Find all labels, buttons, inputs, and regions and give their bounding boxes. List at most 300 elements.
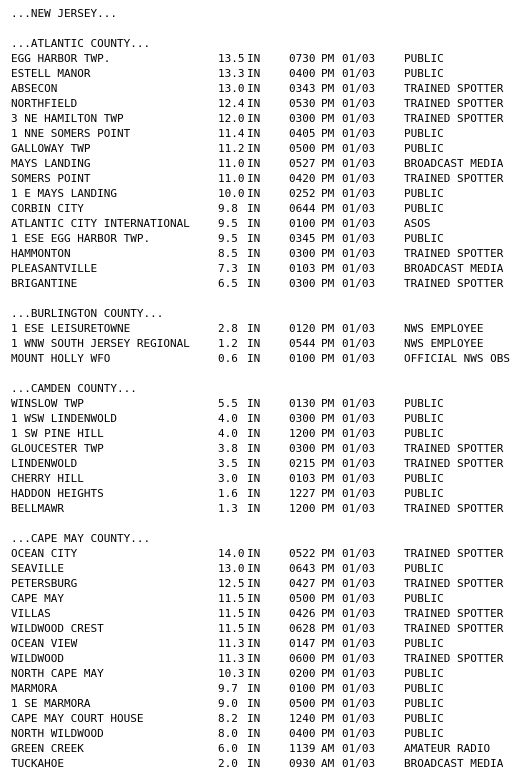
county-header: ...CAMDEN COUNTY...: [11, 382, 137, 395]
report-row: [11, 561, 529, 576]
report-time: 0215: [289, 457, 316, 470]
report-amount: 3.8: [218, 442, 238, 455]
report-ampm: PM: [321, 652, 335, 665]
report-source: PUBLIC: [404, 52, 444, 65]
report-amount: 11.0: [218, 172, 245, 185]
report-row: [11, 96, 529, 111]
report-ampm: PM: [321, 97, 335, 110]
report-row: [11, 636, 529, 651]
report-location: CAPE MAY: [11, 592, 64, 605]
report-location: SOMERS POINT: [11, 172, 91, 185]
county-list: [11, 36, 529, 771]
report-source: PUBLIC: [404, 127, 444, 140]
report-amount: 11.3: [218, 652, 245, 665]
report-ampm: PM: [321, 202, 335, 215]
report-source: PUBLIC: [404, 592, 444, 605]
report-location: NORTHFIELD: [11, 97, 78, 110]
report-source: PUBLIC: [404, 727, 444, 740]
report-row: [11, 411, 529, 426]
report-row: [11, 276, 529, 291]
report-date: 01/03: [342, 472, 376, 485]
report-location: CAPE MAY COURT HOUSE: [11, 712, 144, 725]
report-amount: 13.0: [218, 562, 245, 575]
report-unit: IN: [247, 232, 261, 245]
report-row: [11, 426, 529, 441]
report-ampm: AM: [321, 757, 335, 770]
report-source: PUBLIC: [404, 187, 444, 200]
report-time: 1240: [289, 712, 316, 725]
report-source: TRAINED SPOTTER: [404, 457, 504, 470]
report-unit: IN: [247, 412, 261, 425]
report-location: 1 NNE SOMERS POINT: [11, 127, 131, 140]
report-row: [11, 231, 529, 246]
report-amount: 9.5: [218, 232, 238, 245]
report-time: 0527: [289, 157, 316, 170]
report-unit: IN: [247, 502, 261, 515]
report-source: TRAINED SPOTTER: [404, 82, 504, 95]
report-date: 01/03: [342, 547, 376, 560]
report-time: 0500: [289, 697, 316, 710]
report-date: 01/03: [342, 427, 376, 440]
report-unit: IN: [247, 202, 261, 215]
county-section-camden-county: [11, 381, 529, 531]
report-ampm: PM: [321, 472, 335, 485]
report-date: 01/03: [342, 232, 376, 245]
report-time: 0544: [289, 337, 316, 350]
report-amount: 1.3: [218, 502, 238, 515]
report-amount: 4.0: [218, 427, 238, 440]
report-unit: IN: [247, 157, 261, 170]
report-location: GLOUCESTER TWP: [11, 442, 104, 455]
report-ampm: PM: [321, 547, 335, 560]
report-time: 0200: [289, 667, 316, 680]
report-ampm: PM: [321, 127, 335, 140]
report-row: [11, 471, 529, 486]
report-location: 1 E MAYS LANDING: [11, 187, 117, 200]
report-date: 01/03: [342, 652, 376, 665]
report-ampm: PM: [321, 232, 335, 245]
report-location: NORTH WILDWOOD: [11, 727, 104, 740]
report-date: 01/03: [342, 592, 376, 605]
report-time: 0100: [289, 352, 316, 365]
report-amount: 11.5: [218, 607, 245, 620]
report-row: [11, 51, 529, 66]
report-unit: IN: [247, 697, 261, 710]
report-amount: 5.5: [218, 397, 238, 410]
report-unit: IN: [247, 337, 261, 350]
report-time: 0147: [289, 637, 316, 650]
report-location: NORTH CAPE MAY: [11, 667, 104, 680]
report-source: PUBLIC: [404, 487, 444, 500]
report-ampm: PM: [321, 487, 335, 500]
report-source: TRAINED SPOTTER: [404, 247, 504, 260]
report-date: 01/03: [342, 502, 376, 515]
report-ampm: PM: [321, 322, 335, 335]
report-location: ESTELL MANOR: [11, 67, 91, 80]
report-row: [11, 156, 529, 171]
report-unit: IN: [247, 592, 261, 605]
report-row: [11, 681, 529, 696]
report-date: 01/03: [342, 127, 376, 140]
report-date: 01/03: [342, 697, 376, 710]
report-date: 01/03: [342, 577, 376, 590]
report-unit: IN: [247, 682, 261, 695]
report-date: 01/03: [342, 607, 376, 620]
report-date: 01/03: [342, 67, 376, 80]
report-unit: IN: [247, 547, 261, 560]
report-row: [11, 546, 529, 561]
spacer: [11, 291, 529, 306]
report-date: 01/03: [342, 277, 376, 290]
report-ampm: PM: [321, 697, 335, 710]
report-date: 01/03: [342, 442, 376, 455]
county-header: ...ATLANTIC COUNTY...: [11, 37, 151, 50]
report-unit: IN: [247, 97, 261, 110]
report-date: 01/03: [342, 457, 376, 470]
report-date: 01/03: [342, 727, 376, 740]
report-date: 01/03: [342, 82, 376, 95]
report-unit: IN: [247, 127, 261, 140]
report-row: [11, 141, 529, 156]
report-unit: IN: [247, 487, 261, 500]
report-row: [11, 651, 529, 666]
report-date: 01/03: [342, 157, 376, 170]
report-row: [11, 396, 529, 411]
report-ampm: PM: [321, 592, 335, 605]
report-time: 0628: [289, 622, 316, 635]
report-amount: 11.2: [218, 142, 245, 155]
report-location: EGG HARBOR TWP.: [11, 52, 111, 65]
report-date: 01/03: [342, 352, 376, 365]
report-ampm: PM: [321, 337, 335, 350]
report-source: BROADCAST MEDIA: [404, 262, 504, 275]
report-ampm: PM: [321, 667, 335, 680]
report-date: 01/03: [342, 172, 376, 185]
report-ampm: PM: [321, 262, 335, 275]
report-date: 01/03: [342, 52, 376, 65]
report-source: TRAINED SPOTTER: [404, 277, 504, 290]
report-time: 0100: [289, 217, 316, 230]
report-amount: 8.0: [218, 727, 238, 740]
report-unit: IN: [247, 607, 261, 620]
report-time: 0522: [289, 547, 316, 560]
report-ampm: PM: [321, 682, 335, 695]
report-time: 0300: [289, 412, 316, 425]
report-source: NWS EMPLOYEE: [404, 322, 484, 335]
report-unit: IN: [247, 652, 261, 665]
report-source: PUBLIC: [404, 472, 444, 485]
report-unit: IN: [247, 622, 261, 635]
report-ampm: PM: [321, 187, 335, 200]
report-row: [11, 756, 529, 771]
report-row: [11, 171, 529, 186]
report-time: 0930: [289, 757, 316, 770]
report-time: 1200: [289, 502, 316, 515]
report-date: 01/03: [342, 112, 376, 125]
report-unit: IN: [247, 217, 261, 230]
report-date: 01/03: [342, 397, 376, 410]
report-row: [11, 501, 529, 516]
report-row: [11, 336, 529, 351]
county-header: ...BURLINGTON COUNTY...: [11, 307, 164, 320]
report-unit: IN: [247, 112, 261, 125]
report-source: TRAINED SPOTTER: [404, 442, 504, 455]
report-source: TRAINED SPOTTER: [404, 502, 504, 515]
report-ampm: PM: [321, 157, 335, 170]
report-location: 3 NE HAMILTON TWP: [11, 112, 124, 125]
report-amount: 11.5: [218, 592, 245, 605]
report-date: 01/03: [342, 187, 376, 200]
report-row: [11, 696, 529, 711]
report-ampm: PM: [321, 82, 335, 95]
report-row: [11, 261, 529, 276]
report-amount: 10.0: [218, 187, 245, 200]
report-location: ABSECON: [11, 82, 58, 95]
report-ampm: AM: [321, 742, 335, 755]
report-unit: IN: [247, 247, 261, 260]
report-amount: 3.0: [218, 472, 238, 485]
report-ampm: PM: [321, 412, 335, 425]
report-unit: IN: [247, 277, 261, 290]
report-date: 01/03: [342, 562, 376, 575]
report-unit: IN: [247, 757, 261, 770]
report-unit: IN: [247, 562, 261, 575]
report-ampm: PM: [321, 142, 335, 155]
report-ampm: PM: [321, 577, 335, 590]
report-amount: 12.5: [218, 577, 245, 590]
report-source: OFFICIAL NWS OBS: [404, 352, 510, 365]
report-source: AMATEUR RADIO: [404, 742, 491, 755]
report-source: BROADCAST MEDIA: [404, 757, 504, 770]
report-ampm: PM: [321, 112, 335, 125]
report-ampm: PM: [321, 622, 335, 635]
report-location: PLEASANTVILLE: [11, 262, 98, 275]
report-location: HAMMONTON: [11, 247, 71, 260]
report-unit: IN: [247, 637, 261, 650]
report-ampm: PM: [321, 247, 335, 260]
report-ampm: PM: [321, 457, 335, 470]
report-row: [11, 591, 529, 606]
report-amount: 2.8: [218, 322, 238, 335]
report-unit: IN: [247, 727, 261, 740]
report-source: PUBLIC: [404, 697, 444, 710]
report-location: ATLANTIC CITY INTERNATIONAL: [11, 217, 190, 230]
report-source: TRAINED SPOTTER: [404, 112, 504, 125]
report-unit: IN: [247, 52, 261, 65]
report-source: PUBLIC: [404, 412, 444, 425]
report-location: PETERSBURG: [11, 577, 78, 590]
report-amount: 1.2: [218, 337, 238, 350]
report-time: 0405: [289, 127, 316, 140]
report-time: 0427: [289, 577, 316, 590]
report-time: 1139: [289, 742, 316, 755]
report-time: 0300: [289, 112, 316, 125]
report-ampm: PM: [321, 727, 335, 740]
report-row: [11, 726, 529, 741]
spacer: [11, 516, 529, 531]
report-location: MAYS LANDING: [11, 157, 91, 170]
report-time: 0644: [289, 202, 316, 215]
report-time: 0643: [289, 562, 316, 575]
county-section-cape-may-county: [11, 531, 529, 771]
report-source: PUBLIC: [404, 427, 444, 440]
report-amount: 1.6: [218, 487, 238, 500]
report-amount: 9.0: [218, 697, 238, 710]
report-location: MARMORA: [11, 682, 58, 695]
report-source: PUBLIC: [404, 232, 444, 245]
report-unit: IN: [247, 742, 261, 755]
report-location: LINDENWOLD: [11, 457, 78, 470]
report-date: 01/03: [342, 262, 376, 275]
report-row: [11, 126, 529, 141]
report-unit: IN: [247, 427, 261, 440]
report-time: 0730: [289, 52, 316, 65]
report-location: WILDWOOD: [11, 652, 64, 665]
spacer: [11, 366, 529, 381]
report-time: 0600: [289, 652, 316, 665]
report-date: 01/03: [342, 637, 376, 650]
report-source: PUBLIC: [404, 562, 444, 575]
report-time: 0343: [289, 82, 316, 95]
report-source: BROADCAST MEDIA: [404, 157, 504, 170]
report-location: CORBIN CITY: [11, 202, 84, 215]
report-amount: 11.0: [218, 157, 245, 170]
county-header: ...CAPE MAY COUNTY...: [11, 532, 151, 545]
report-location: 1 SW PINE HILL: [11, 427, 104, 440]
report-row: [11, 201, 529, 216]
report-ampm: PM: [321, 442, 335, 455]
report-amount: 9.7: [218, 682, 238, 695]
report-ampm: PM: [321, 217, 335, 230]
report-time: 0300: [289, 277, 316, 290]
report-row: [11, 456, 529, 471]
report-time: 0103: [289, 472, 316, 485]
report-amount: 13.5: [218, 52, 245, 65]
report-unit: IN: [247, 667, 261, 680]
report-source: PUBLIC: [404, 142, 444, 155]
report-unit: IN: [247, 82, 261, 95]
report-amount: 13.0: [218, 82, 245, 95]
county-section-burlington-county: [11, 306, 529, 381]
report-amount: 11.5: [218, 622, 245, 635]
report-location: 1 ESE EGG HARBOR TWP.: [11, 232, 151, 245]
report-ampm: PM: [321, 172, 335, 185]
report-row: [11, 621, 529, 636]
report-source: TRAINED SPOTTER: [404, 652, 504, 665]
report-source: PUBLIC: [404, 397, 444, 410]
report-time: 0420: [289, 172, 316, 185]
report-row: [11, 186, 529, 201]
report-source: TRAINED SPOTTER: [404, 577, 504, 590]
report-source: NWS EMPLOYEE: [404, 337, 484, 350]
report-time: 0100: [289, 682, 316, 695]
report-location: HADDON HEIGHTS: [11, 487, 104, 500]
report-row: [11, 741, 529, 756]
report-time: 1200: [289, 427, 316, 440]
report-ampm: PM: [321, 562, 335, 575]
report-ampm: PM: [321, 352, 335, 365]
report-amount: 11.4: [218, 127, 245, 140]
report-row: [11, 576, 529, 591]
county-section-atlantic-county: [11, 36, 529, 306]
report-date: 01/03: [342, 202, 376, 215]
report-row: [11, 351, 529, 366]
report-source: TRAINED SPOTTER: [404, 172, 504, 185]
report-unit: IN: [247, 67, 261, 80]
report-row: [11, 441, 529, 456]
report-amount: 0.6: [218, 352, 238, 365]
report-row: [11, 321, 529, 336]
report-ampm: PM: [321, 277, 335, 290]
report-row: [11, 66, 529, 81]
report-unit: IN: [247, 172, 261, 185]
report-location: OCEAN CITY: [11, 547, 78, 560]
report-location: SEAVILLE: [11, 562, 64, 575]
report-location: 1 WNW SOUTH JERSEY REGIONAL: [11, 337, 190, 350]
report-amount: 7.3: [218, 262, 238, 275]
report-ampm: PM: [321, 427, 335, 440]
report-location: MOUNT HOLLY WFO: [11, 352, 111, 365]
report-date: 01/03: [342, 337, 376, 350]
report-amount: 10.3: [218, 667, 245, 680]
report-amount: 3.5: [218, 457, 238, 470]
report-amount: 11.3: [218, 637, 245, 650]
state-header: ...NEW JERSEY...: [11, 7, 117, 20]
report-location: WINSLOW TWP: [11, 397, 84, 410]
report-location: BRIGANTINE: [11, 277, 78, 290]
report-location: VILLAS: [11, 607, 51, 620]
report-ampm: PM: [321, 607, 335, 620]
report-date: 01/03: [342, 217, 376, 230]
report-amount: 6.5: [218, 277, 238, 290]
report-amount: 8.2: [218, 712, 238, 725]
report-location: BELLMAWR: [11, 502, 64, 515]
report-amount: 8.5: [218, 247, 238, 260]
report-source: TRAINED SPOTTER: [404, 547, 504, 560]
report-date: 01/03: [342, 322, 376, 335]
report-time: 0130: [289, 397, 316, 410]
report-time: 0500: [289, 142, 316, 155]
report-source: PUBLIC: [404, 637, 444, 650]
report-location: 1 ESE LEISURETOWNE: [11, 322, 131, 335]
report-time: 0300: [289, 442, 316, 455]
report-row: [11, 216, 529, 231]
report-location: CHERRY HILL: [11, 472, 84, 485]
report-row: [11, 81, 529, 96]
report-row: [11, 606, 529, 621]
report-row: [11, 246, 529, 261]
report-date: 01/03: [342, 412, 376, 425]
report-time: 0500: [289, 592, 316, 605]
report-source: PUBLIC: [404, 667, 444, 680]
report-source: PUBLIC: [404, 712, 444, 725]
report-amount: 12.0: [218, 112, 245, 125]
report-location: GREEN CREEK: [11, 742, 84, 755]
report-date: 01/03: [342, 742, 376, 755]
report-row: [11, 666, 529, 681]
spacer: [11, 21, 529, 36]
report-ampm: PM: [321, 67, 335, 80]
report-date: 01/03: [342, 622, 376, 635]
report-ampm: PM: [321, 637, 335, 650]
report-time: 0400: [289, 727, 316, 740]
report-row: [11, 486, 529, 501]
report-location: GALLOWAY TWP: [11, 142, 91, 155]
report-location: WILDWOOD CREST: [11, 622, 104, 635]
report-date: 01/03: [342, 682, 376, 695]
report-time: 0530: [289, 97, 316, 110]
report-time: 0345: [289, 232, 316, 245]
